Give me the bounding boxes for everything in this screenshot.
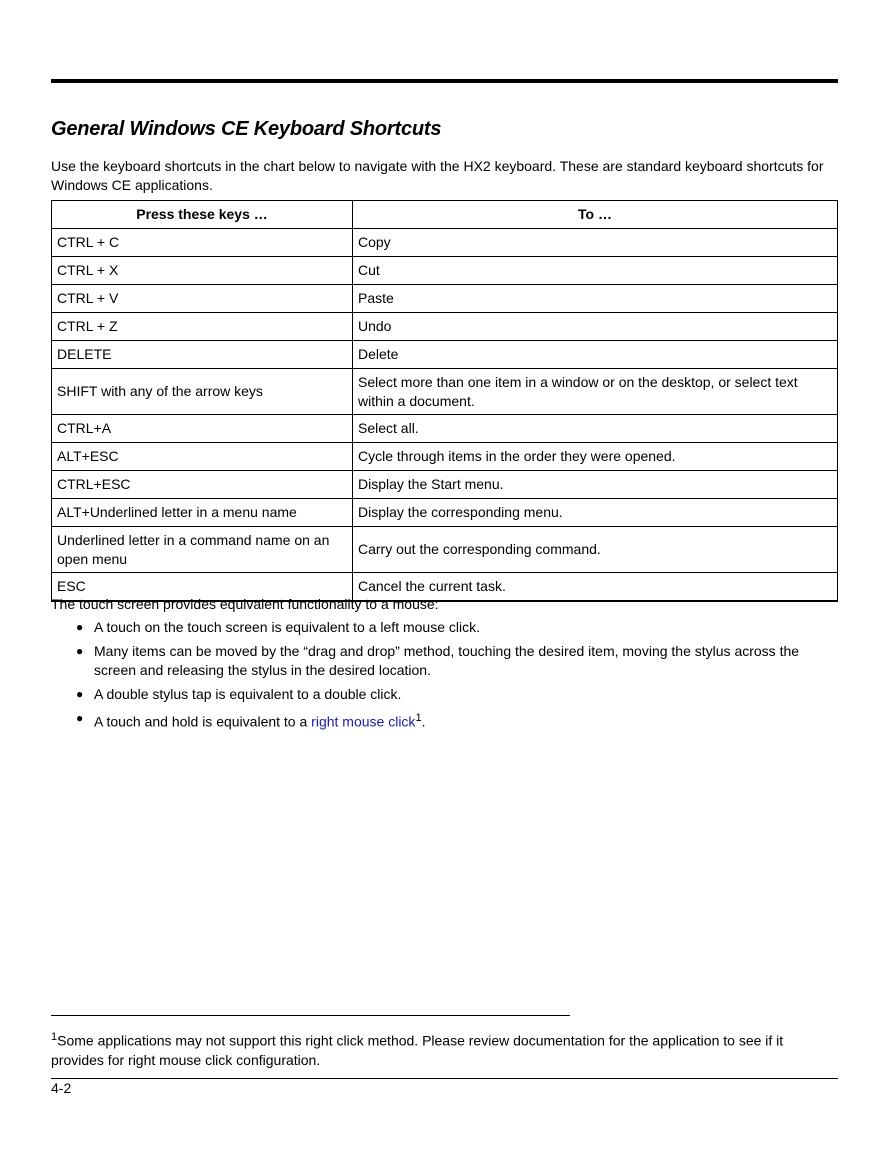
row-keys: CTRL+ESC (52, 471, 353, 499)
row-action: Select all. (353, 415, 838, 443)
list-item-text: A touch on the touch screen is equivalent to a left mouse click. (94, 619, 480, 635)
table-row (52, 527, 838, 573)
row-action: Paste (353, 285, 838, 313)
shortcuts-table (51, 200, 838, 602)
footnote-ref[interactable]: 1 (415, 712, 422, 724)
list-item (51, 709, 811, 732)
table-row (52, 285, 838, 313)
touch-list (51, 618, 811, 737)
row-action: Carry out the corresponding command. (353, 527, 838, 573)
touch-intro: The touch screen provides equivalent functionality to a mouse: (51, 596, 439, 612)
row-keys: DELETE (52, 341, 353, 369)
table-row (52, 415, 838, 443)
header-action: To … (353, 201, 838, 229)
list-item-suffix: . (421, 713, 426, 730)
list-item (51, 618, 811, 637)
row-action: Cycle through items in the order they were opened. (353, 443, 838, 471)
row-keys: CTRL + V (52, 285, 353, 313)
row-action: Display the corresponding menu. (353, 499, 838, 527)
table-row (52, 257, 838, 285)
row-action: Undo (353, 313, 838, 341)
table-row (52, 229, 838, 257)
bullet-icon: ● (76, 620, 84, 634)
row-keys: SHIFT with any of the arrow keys (52, 369, 353, 415)
row-action: Cancel the current task. (353, 573, 838, 602)
row-keys: CTRL+A (52, 415, 353, 443)
table-row (52, 369, 838, 415)
row-action: Cut (353, 257, 838, 285)
table-row (52, 443, 838, 471)
right-mouse-click-link[interactable]: right mouse click (311, 713, 416, 730)
footnote-rule (51, 1015, 570, 1016)
top-rule (51, 79, 838, 83)
header-keys: Press these keys … (52, 201, 353, 229)
footnote-marker: 1 (51, 1031, 58, 1043)
page-heading: General Windows CE Keyboard Shortcuts (51, 118, 442, 140)
row-keys: CTRL + C (52, 229, 353, 257)
bullet-icon: ● (76, 644, 84, 658)
table-row (52, 471, 838, 499)
row-keys: ALT+Underlined letter in a menu name (52, 499, 353, 527)
bullet-icon: ● (76, 711, 84, 725)
footnote (51, 1028, 821, 1070)
list-item (51, 642, 811, 680)
list-item-prefix: A touch and hold is equivalent to a (94, 713, 312, 730)
intro-paragraph: Use the keyboard shortcuts in the chart below to navigate with the HX2 keyboard. These are standard keyboard shortcuts for Windows CE applications. (51, 158, 824, 193)
row-keys: ALT+ESC (52, 443, 353, 471)
row-keys: CTRL + Z (52, 313, 353, 341)
bullet-icon: ● (76, 687, 84, 701)
row-keys: ESC (52, 573, 353, 602)
page-number: 4-2 (51, 1080, 72, 1096)
row-keys: Underlined letter in a command name on an open menu (52, 527, 353, 573)
row-keys: CTRL + X (52, 257, 353, 285)
row-action: Display the Start menu. (353, 471, 838, 499)
list-item-text: Many items can be moved by the “drag and drop” method, touching the desired item, moving the stylus across the screen and releasing the stylus in the desired location. (94, 643, 800, 678)
table-header-row (52, 201, 838, 229)
table-row (52, 499, 838, 527)
row-action: Copy (353, 229, 838, 257)
bottom-rule (51, 1078, 838, 1079)
row-action: Select more than one item in a window or on the desktop, or select text within a document. (353, 369, 838, 415)
list-item (51, 685, 811, 704)
row-action: Delete (353, 341, 838, 369)
list-item-text: A double stylus tap is equivalent to a double click. (94, 686, 402, 702)
table-row (52, 313, 838, 341)
table-row (52, 341, 838, 369)
footnote-text: Some applications may not support this right click method. Please review documentation for the application to see if it provides for right mouse click configuration. (51, 1032, 784, 1068)
